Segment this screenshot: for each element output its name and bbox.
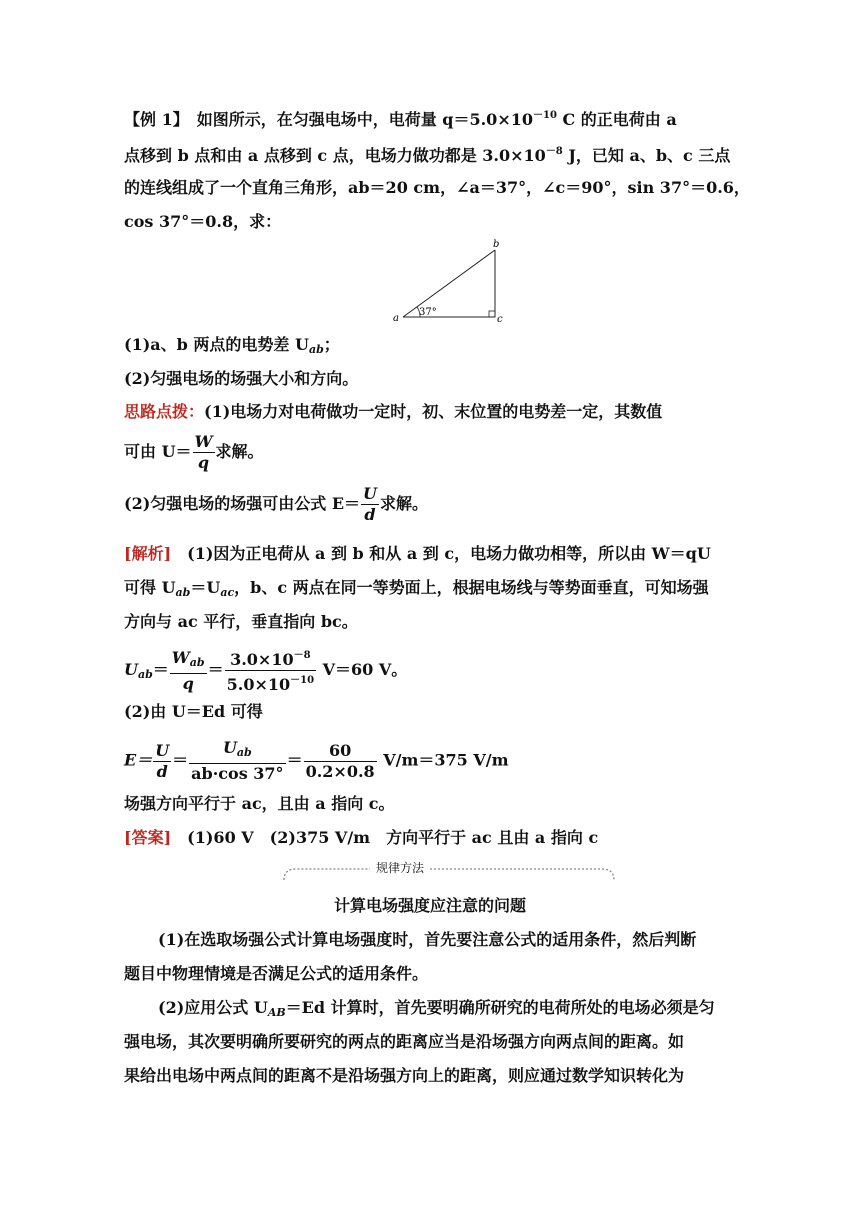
analysis-line-1: [解析] (1)因为正电荷从 a 到 b 和从 a 到 c，电场力做功相等，所以由 W＝qU [124,544,711,563]
label-b: b [493,239,500,250]
method-p2-line-2: 强电场，其次要明确所要研究的两点的距离应当是沿场强方向两点间的距离。如 [124,1032,685,1051]
analysis-line-7: 场强方向平行于 ac，且由 a 指向 c。 [124,794,395,813]
equation-e: E＝ $\frac{U}{d}$ ＝ $\frac{U_{ab}}{ab\cdot\cos 37^\circ}$ ＝ $\frac{60}{0.2\times 0.8}$ V/m＝375 V/m [124,738,509,783]
answer-line: [答案] (1)60 V (2)375 V/m 方向平行于 ac 且由 a 指向 c [124,828,599,847]
equation-uab: $U_{ab}=$ $\frac{W_{ab}}{q}$ ＝ $\frac{3.0\times 10^{-8}}{5.0\times 10^{-10}}$ V＝60 V。 [124,647,408,694]
label-c: c [497,314,503,324]
method-banner-frame [282,860,616,882]
example-line-3: 的连线组成了一个直角三角形，ab＝20 cm，∠a＝37°，∠c＝90°，sin 37°＝0.6， [124,178,750,197]
analysis-line-2: 可得 $U_{ab}=U_{ac}$，b、c 两点在同一等势面上，根据电场线与等势面垂直，可知场强 [124,578,709,599]
question-1: (1)a、b 两点的电势差 $U_{ab}$； [124,335,340,356]
example-line-2: 点移到 b 点和由 a 点移到 c 点，电场力做功都是 $3.0\times 10^{-8}$ J，已知 a、b、c 三点 [124,146,731,165]
example-label: 【例 1】 [124,110,181,129]
method-p2-line-1: (2)应用公式 $U_{AB}=Ed$ 计算时，首先要明确所研究的电荷所处的电场必须是匀 [158,998,715,1019]
fraction-w-over-q: $\frac{W}{q}$ [194,432,213,472]
label-a: a [393,313,399,324]
question-2: (2)匀强电场的场强大小和方向。 [124,369,359,388]
angle-label: 37° [419,307,437,318]
example-line-4: cos 37°＝0.8，求： [124,212,282,231]
fraction-u-over-d: $\frac{U}{d}$ [363,484,377,524]
example-line-1: 【例 1】 如图所示，在匀强电场中，电荷量 $q=5.0\times 10^{-10}$ C 的正电荷由 a [124,110,677,129]
method-banner-label: 规律方法 [370,859,430,877]
hint-label: 思路点拨： [124,402,205,421]
hint-line-2: 可由 U＝ $\frac{W}{q}$ 求解。 [124,432,264,472]
analysis-line-5: (2)由 U＝Ed 可得 [124,702,263,721]
method-p2-line-3: 果给出电场中两点间的距离不是沿场强方向上的距离，则应通过数学知识转化为 [124,1066,685,1085]
analysis-label: [解析] [124,544,172,563]
triangle-figure [388,236,508,324]
analysis-line-3: 方向与 ac 平行，垂直指向 bc。 [124,612,358,631]
method-p1-line-2: 题目中物理情境是否满足公式的适用条件。 [124,964,429,983]
answer-label: [答案] [124,828,172,847]
hint-line-3: (2)匀强电场的场强可由公式 E＝ $\frac{U}{d}$ 求解。 [124,484,429,524]
method-title: 计算电场强度应注意的问题 [333,896,526,915]
method-p1-line-1: (1)在选取场强公式计算电场强度时，首先要注意公式的适用条件，然后判断 [158,930,697,949]
hint-line-1: 思路点拨：(1)电场力对电荷做功一定时，初、末位置的电势差一定，其数值 [124,402,663,421]
